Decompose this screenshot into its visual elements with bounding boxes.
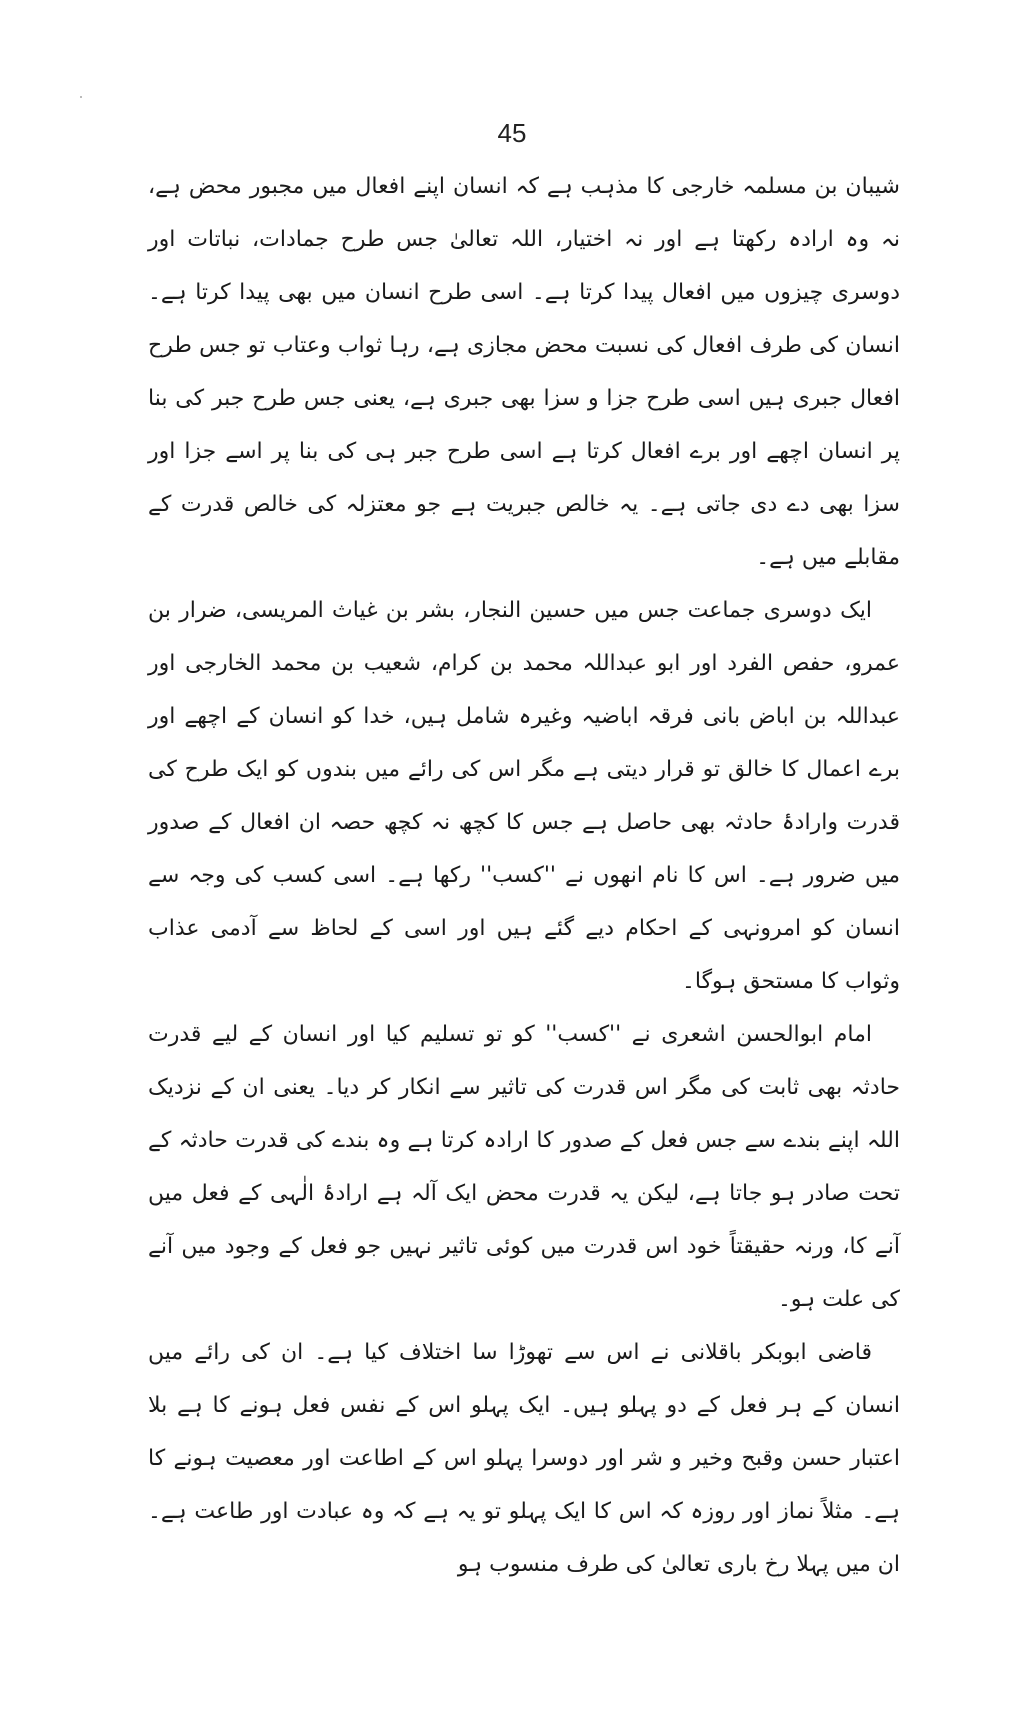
- paragraph-2: ایک دوسری جماعت جس میں حسین النجار، بشر بن غیاث المریسی، ضرار بن عمرو، حفص الفرد اور ابو عبداللہ محمد بن کرام، شعیب بن محمد الخارجی اور عبداللہ بن اباض بانی فرقہ اباضیہ وغیرہ شامل ہیں، خدا کو انسان کے اچھے اور برے اعمال کا خالق تو قرار دیتی ہے مگر اس کی رائے میں بندوں کو ایک طرح کی قدرت وارادۂ حادثہ بھی حاصل ہے جس کا کچھ نہ کچھ حصہ ان افعال کے صدور میں ضرور ہے۔ اس کا نام انھوں نے ''کسب'' رکھا ہے۔ اسی کسب کی وجہ سے انسان کو امرونہی کے احکام دیے گئے ہیں اور اسی کے لحاظ سے آدمی عذاب وثواب کا مستحق ہوگا۔: [148, 598, 900, 994]
- scan-speck: [80, 96, 82, 98]
- paragraph-1: شیبان بن مسلمہ خارجی کا مذہب ہے کہ انسان اپنے افعال میں مجبور محض ہے، نہ وہ ارادہ رکھتا ہے اور نہ اختیار، اللہ تعالیٰ جس طرح جمادات، نباتات اور دوسری چیزوں میں افعال پیدا کرتا ہے۔ اسی طرح انسان میں بھی پیدا کرتا ہے۔ انسان کی طرف افعال کی نسبت محض مجازی ہے، رہا ثواب وعتاب تو جس طرح افعال جبری ہیں اسی طرح جزا و سزا بھی جبری ہے، یعنی جس طرح جبر کی بنا پر انسان اچھے اور برے افعال کرتا ہے اسی طرح جبر ہی کی بنا پر اسے جزا اور سزا بھی دے دی جاتی ہے۔ یہ خالص جبریت ہے جو معتزلہ کی خالص قدرت کے مقابلے میں ہے۔: [148, 174, 900, 570]
- paragraph-4: قاضی ابوبکر باقلانی نے اس سے تھوڑا سا اختلاف کیا ہے۔ ان کی رائے میں انسان کے ہر فعل کے دو پہلو ہیں۔ ایک پہلو اس کے نفس فعل ہونے کا ہے بلا اعتبار حسن وقبح وخیر و شر اور دوسرا پہلو اس کے اطاعت اور معصیت ہونے کا ہے۔ مثلاً نماز اور روزہ کہ اس کا ایک پہلو تو یہ ہے کہ وہ عبادت اور طاعت ہے۔ ان میں پہلا رخ باری تعالیٰ کی طرف منسوب ہو: [148, 1340, 900, 1577]
- urdu-text-body: [148, 160, 900, 1591]
- page-number: 45: [497, 118, 527, 148]
- paragraph-3: امام ابوالحسن اشعری نے ''کسب'' کو تو تسلیم کیا اور انسان کے لیے قدرت حادثہ بھی ثابت کی مگر اس قدرت کی تاثیر سے انکار کر دیا۔ یعنی ان کے نزدیک اللہ اپنے بندے سے جس فعل کے صدور کا ارادہ کرتا ہے وہ بندے کی قدرت حادثہ کے تحت صادر ہو جاتا ہے، لیکن یہ قدرت محض ایک آلہ ہے ارادۂ الٰہی کے فعل میں آنے کا، ورنہ حقیقتاً خود اس قدرت میں کوئی تاثیر نہیں جو فعل کے وجود میں آنے کی علت ہو۔: [148, 1022, 900, 1312]
